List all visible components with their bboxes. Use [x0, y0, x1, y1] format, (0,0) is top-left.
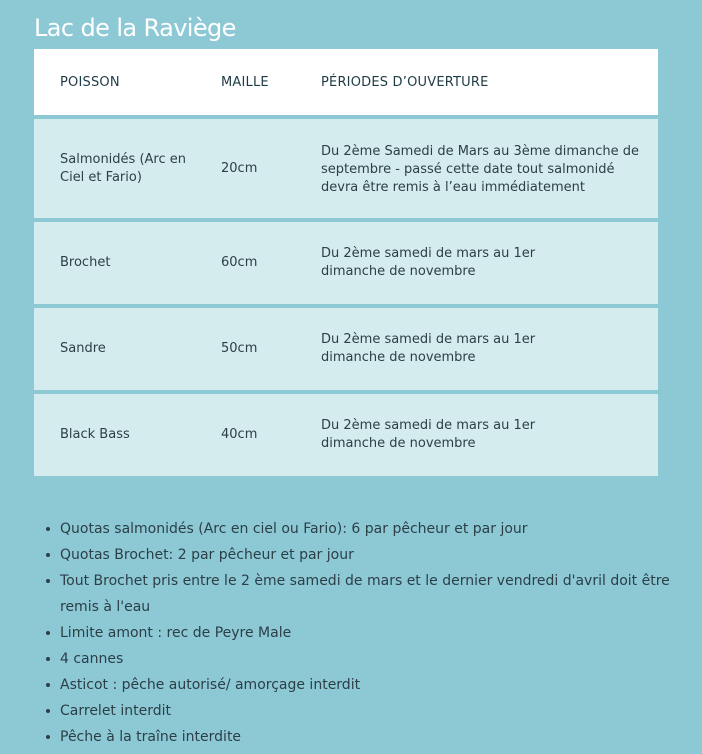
page-title: Lac de la Raviège [34, 14, 236, 42]
list-item: Carrelet interdit [60, 698, 670, 724]
table-row [34, 308, 658, 390]
list-item: Asticot : pêche autorisé/ amorçage interdit [60, 672, 670, 698]
table-row [34, 394, 658, 476]
cell-fish: Black Bass [60, 427, 130, 442]
cell-fish: Brochet [60, 255, 111, 270]
list-item: Quotas salmonidés (Arc en ciel ou Fario): 6 par pêcheur et par jour [60, 516, 670, 542]
cell-period: Du 2ème samedi de mars au 1er dimanche de novembre [321, 418, 536, 451]
cell-size: 40cm [221, 427, 258, 442]
list-item: 4 cannes [60, 646, 670, 672]
table-row [34, 119, 658, 218]
cell-size: 50cm [221, 341, 258, 356]
table-row [34, 222, 658, 304]
cell-period: Du 2ème Samedi de Mars au 3ème dimanche de septembre - passé cette date tout salmonidé devra être remis à l’eau immédiatement [321, 144, 640, 195]
regulations-table [34, 49, 658, 476]
list-item: Quotas Brochet: 2 par pêcheur et par jour [60, 542, 670, 568]
cell-fish: Salmonidés (Arc en Ciel et Fario) [60, 152, 186, 185]
cell-fish: Sandre [60, 341, 106, 356]
cell-period: Du 2ème samedi de mars au 1er dimanche de novembre [321, 246, 536, 279]
column-header-period: PÉRIODES D’OUVERTURE [321, 75, 489, 90]
column-header-size: MAILLE [221, 75, 269, 90]
cell-size: 20cm [221, 161, 258, 176]
cell-size: 60cm [221, 255, 258, 270]
cell-period: Du 2ème samedi de mars au 1er dimanche de novembre [321, 332, 536, 365]
column-header-fish: POISSON [60, 75, 120, 90]
list-item: Tout Brochet pris entre le 2 ème samedi de mars et le dernier vendredi d'avril doit être remis à l'eau [60, 568, 670, 620]
rules-list [34, 516, 670, 750]
list-item: Limite amont : rec de Peyre Male [60, 620, 670, 646]
list-item: Pêche à la traîne interdite [60, 724, 670, 750]
table-header [34, 49, 658, 115]
